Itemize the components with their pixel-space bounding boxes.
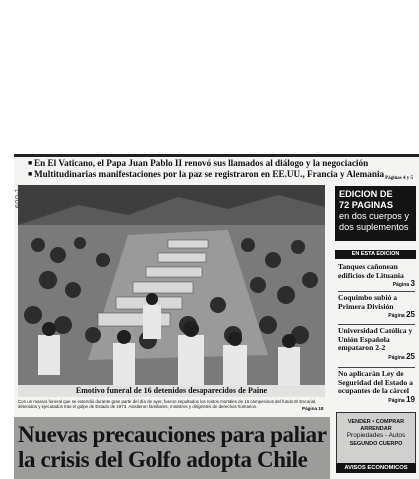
edition-line-3: en dos cuerpos y [339, 211, 409, 221]
bullet-headline-1: ■ En El Vaticano, el Papa Juan Pablo II renovó sus llamados al diálogo y la negociación [28, 158, 418, 169]
index-item-title: Tanques cañonean edificios de Lituania [338, 262, 404, 280]
ad-line-3: Propiedades - Autos [346, 432, 406, 440]
photo-caption-text: Con un masivo funeral que se extendió durante gran parte del día de ayer, fueron sepultados los restos mortales de 16 campesinos del fundo El Escorial, detenidos y ejecutados tras el golpe de Estado de 1973. Asistieron familiares, ministros y dirigentes de derechos humanos. [18, 399, 317, 410]
edition-line-4: dos suplementos [339, 222, 409, 232]
crowd-photo-graphic [18, 185, 325, 385]
ad-line-2: ARRENDAR [360, 425, 392, 432]
index-item[interactable] [338, 370, 415, 405]
classified-ad-banner: AVISOS ECONOMICOS [336, 463, 416, 473]
ad-line-4: SEGUNDO CUERPO [349, 441, 403, 448]
main-headline: Nuevas precauciones para paliar la crisis del Golfo adopta Chile [18, 422, 327, 472]
photo-caption-page: Página 18 [302, 406, 324, 411]
bullet-headline-2: ■ Multitudinarias manifestaciones por la paz se registraron en EE.UU., Francia y Alemania [28, 169, 418, 180]
bullets-page-ref: Páginas 4 y 5 [385, 176, 413, 181]
bullet-headlines [28, 158, 418, 180]
index-item[interactable] [338, 294, 415, 321]
ad-line-1: VENDER • COMPRAR [347, 419, 405, 425]
index-divider [338, 367, 415, 368]
newspaper-page [14, 154, 419, 479]
index-header: EN ESTA EDICION [335, 250, 416, 259]
index-divider [338, 324, 415, 325]
index-item[interactable] [338, 327, 415, 362]
index-item-page: Página 25 [388, 351, 415, 361]
index-item-page: Página 3 [392, 279, 415, 289]
edition-line-1: EDICION DE [339, 189, 393, 199]
top-rule [14, 154, 419, 157]
index-item-title: No aplicarán Ley de Seguridad del Estado a ocupantes de la cárcel [338, 369, 413, 396]
photo-caption-title: Emotivo funeral de 16 detenidos desaparecidos de Paine [18, 385, 325, 397]
index-divider [338, 291, 415, 292]
index-item-page: Página 19 [388, 394, 415, 404]
edition-line-2: 72 PAGINAS [339, 200, 393, 210]
edition-box [335, 186, 416, 241]
funeral-photo [18, 185, 325, 385]
index-item-page: Página 25 [388, 310, 415, 320]
index-item[interactable] [338, 263, 415, 290]
index-item-title: Coquimbo subió a Primera División [338, 293, 398, 311]
index-item-title: Universidad Católica y Unión Española empataron 2-2 [338, 326, 413, 353]
